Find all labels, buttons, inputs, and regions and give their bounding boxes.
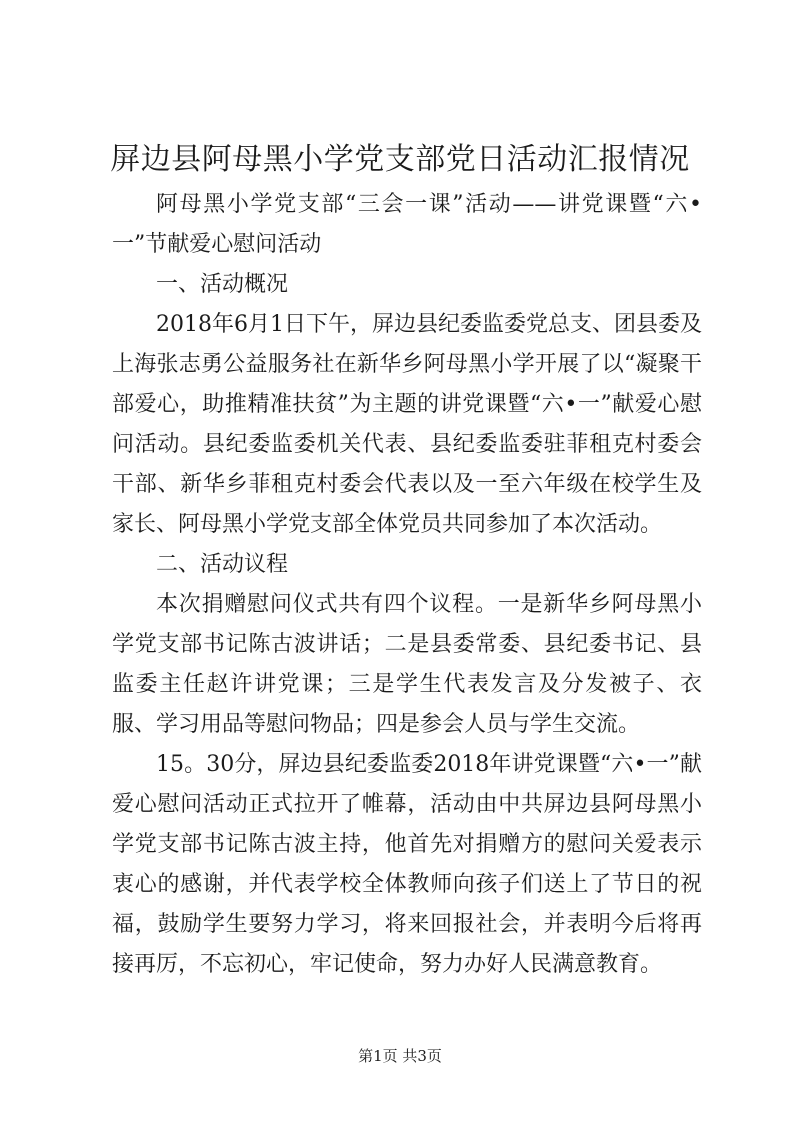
paragraph-subtitle: 阿母黑小学党支部“三会一课”活动——讲党课暨“六•一”节献爱心慰问活动 <box>112 192 702 257</box>
section-heading-agenda: 二、活动议程 <box>156 552 289 577</box>
paragraph-agenda: 本次捐赠慰问仪式共有四个议程。一是新华乡阿母黑小学党支部书记陈古波讲话；二是县委常委、县纪委书记、县监委主任赵许讲党课；三是学生代表发言及分发被子、衣服、学习用品等慰问物品；四是参会人员与学生交流。 <box>112 592 702 737</box>
section-heading-overview: 一、活动概况 <box>156 272 289 297</box>
paragraph-overview: 2018年6月1日下午，屏边县纪委监委党总支、团县委及上海张志勇公益服务社在新华乡阿母黑小学开展了以“凝聚干部爱心，助推精准扶贫”为主题的讲党课暨“六•一”献爱心慰问活动。县纪委监委机关代表、县纪委监委驻菲租克村委会干部、新华乡菲租克村委会代表以及一至六年级在校学生及家长、阿母黑小学党支部全体党员共同参加了本次活动。 <box>112 312 702 537</box>
paragraph-proceedings: 15。30分，屏边县纪委监委2018年讲党课暨“六•一”献爱心慰问活动正式拉开了帷幕，活动由中共屏边县阿母黑小学党支部书记陈古波主持，他首先对捐赠方的慰问关爱表示衷心的感谢，并代表学校全体教师向孩子们送上了节日的祝福，鼓励学生要努力学习，将来回报社会，并表明今后将再接再厉，不忘初心，牢记使命，努力办好人民满意教育。 <box>112 752 702 977</box>
page-number-footer: 第1页 共3页 <box>358 1047 442 1065</box>
document-title: 屏边县阿母黑小学党支部党日活动汇报情况 <box>110 142 690 177</box>
document-body <box>112 185 702 985</box>
